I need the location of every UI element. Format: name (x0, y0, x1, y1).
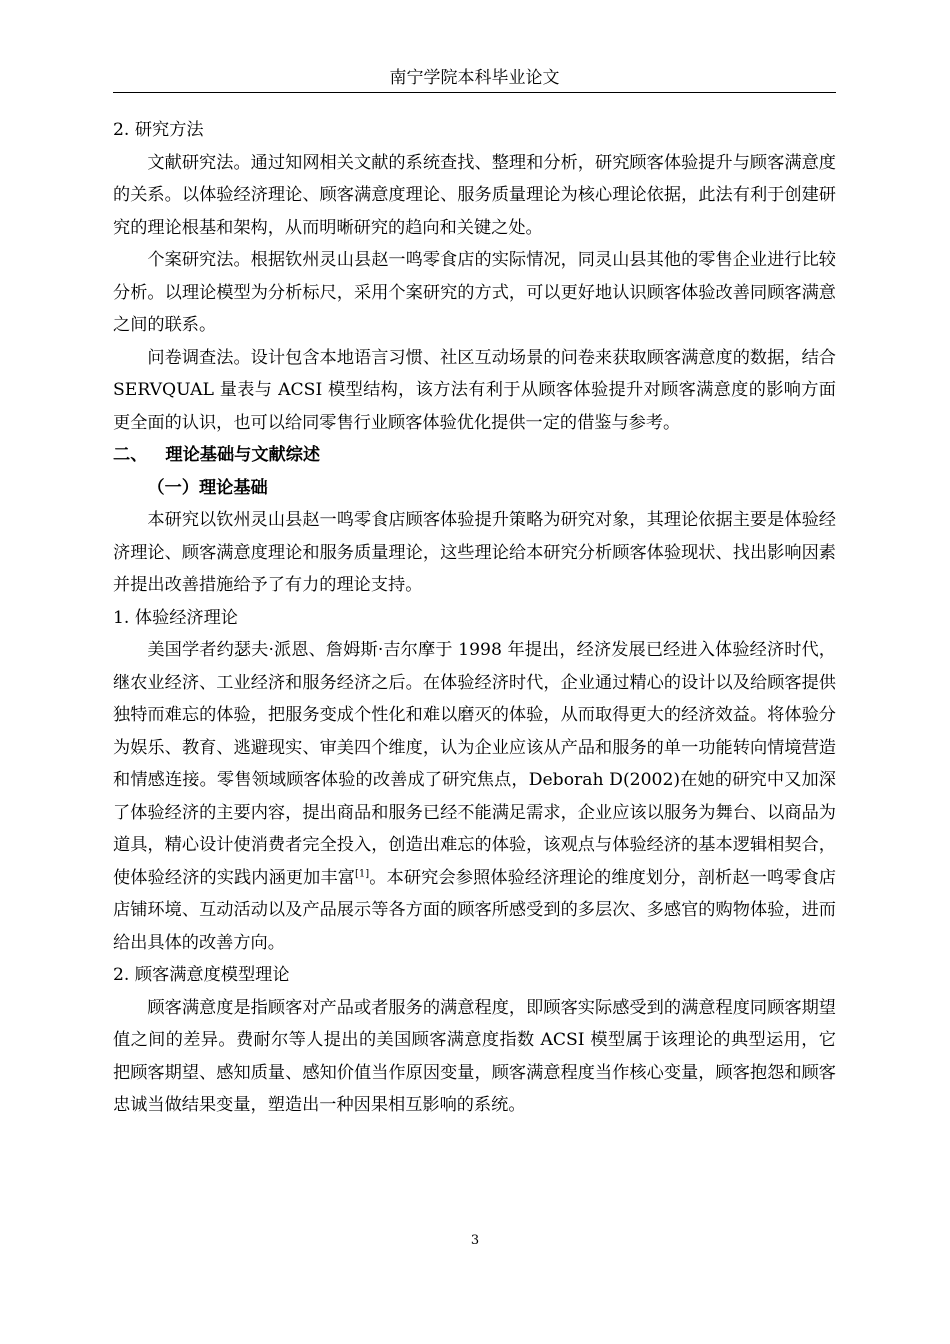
section-heading-research-method: 2. 研究方法 (113, 120, 204, 140)
chapter-heading (113, 439, 836, 472)
paragraph-experience-economy (113, 634, 836, 959)
page-header-title: 南宁学院本科毕业论文 (389, 68, 560, 88)
subsection-heading: （一）理论基础 (147, 477, 268, 498)
section-heading-experience-economy: 1. 体验经济理论 (113, 607, 238, 628)
chapter-number: 二、 (113, 445, 148, 465)
paragraph-survey-method: 问卷调查法。设计包含本地语言习惯、社区互动场景的问卷来获取顾客满意度的数据，结合 SERVQUAL 量表与 ACSI 模型结构，该方法有利于从顾客体验提升对顾客满意度的影响方面更全面的认识，也可以给同零售行业顾客体验优化提供一定的借鉴与参考。 (113, 347, 836, 433)
page-body (113, 114, 836, 1122)
paragraph-case-method: 个案研究法。根据钦州灵山县赵一鸣零食店的实际情况，同灵山县其他的零售企业进行比较分析。以理论模型为分析标尺，采用个案研究的方式，可以更好地认识顾客体验改善同顾客满意之间的联系。 (113, 250, 836, 335)
experience-text-part1: 美国学者约瑟夫·派恩、詹姆斯·吉尔摩于 1998 年提出，经济发展已经进入体验经济时代，继农业经济、工业经济和服务经济之后。在体验经济时代，企业通过精心的设计以及给顾客提供独特而难忘的体验，把服务变成个性化和难以磨灭的体验，从而取得更大的经济效益。将体验分为娱乐、教育、逃避现实、审美四个维度，认为企业应该从产品和服务的单一功能转向情境营造和情感连接。零售领域顾客体验的改善成了研究焦点，Deborah D(2002)在她的研究中又加深了体验经济的主要内容，提出商品和服务已经不能满足需求，企业应该以服务为舞台、以商品为道具，精心设计使消费者完全投入，创造出难忘的体验，该观点与体验经济的基本逻辑相契合，使体验经济的实践内涵更加丰富 (113, 640, 836, 888)
paragraph-satisfaction-model: 顾客满意度是指顾客对产品或者服务的满意程度，即顾客实际感受到的满意程度同顾客期望值之间的差异。费耐尔等人提出的美国顾客满意度指数 ACSI 模型属于该理论的典型运用，它把顾客期望、感知质量、感知价值当作原因变量，顾客满意程度当作核心变量，顾客抱怨和顾客忠诚当做结果变量，塑造出一种因果相互影响的系统。 (113, 997, 836, 1115)
page-number: 3 (470, 1233, 480, 1248)
header-divider (113, 92, 836, 93)
paragraph-theory-intro: 本研究以钦州灵山县赵一鸣零食店顾客体验提升策略为研究对象，其理论依据主要是体验经济理论、顾客满意度理论和服务质量理论，这些理论给本研究分析顾客体验现状、找出影响因素并提出改善措施给予了有力的理论支持。 (113, 510, 836, 595)
paragraph-literature-method: 文献研究法。通过知网相关文献的系统查找、整理和分析，研究顾客体验提升与顾客满意度的关系。以体验经济理论、顾客满意度理论、服务质量理论为核心理论依据，此法有利于创建研究的理论根基和架构，从而明晰研究的趋向和关键之处。 (113, 152, 836, 238)
citation-ref: [1] (355, 867, 370, 879)
experience-text-part2: 。本研究会参照体验经济理论的维度划分，剖析赵一鸣零食店店铺环境、互动活动以及产品展示等各方面的顾客所感受到的多层次、多感官的购物体验，进而给出具体的改善方向。 (113, 867, 836, 953)
chapter-title: 理论基础与文献综述 (165, 445, 321, 465)
section-heading-satisfaction-model: 2. 顾客满意度模型理论 (113, 965, 290, 985)
